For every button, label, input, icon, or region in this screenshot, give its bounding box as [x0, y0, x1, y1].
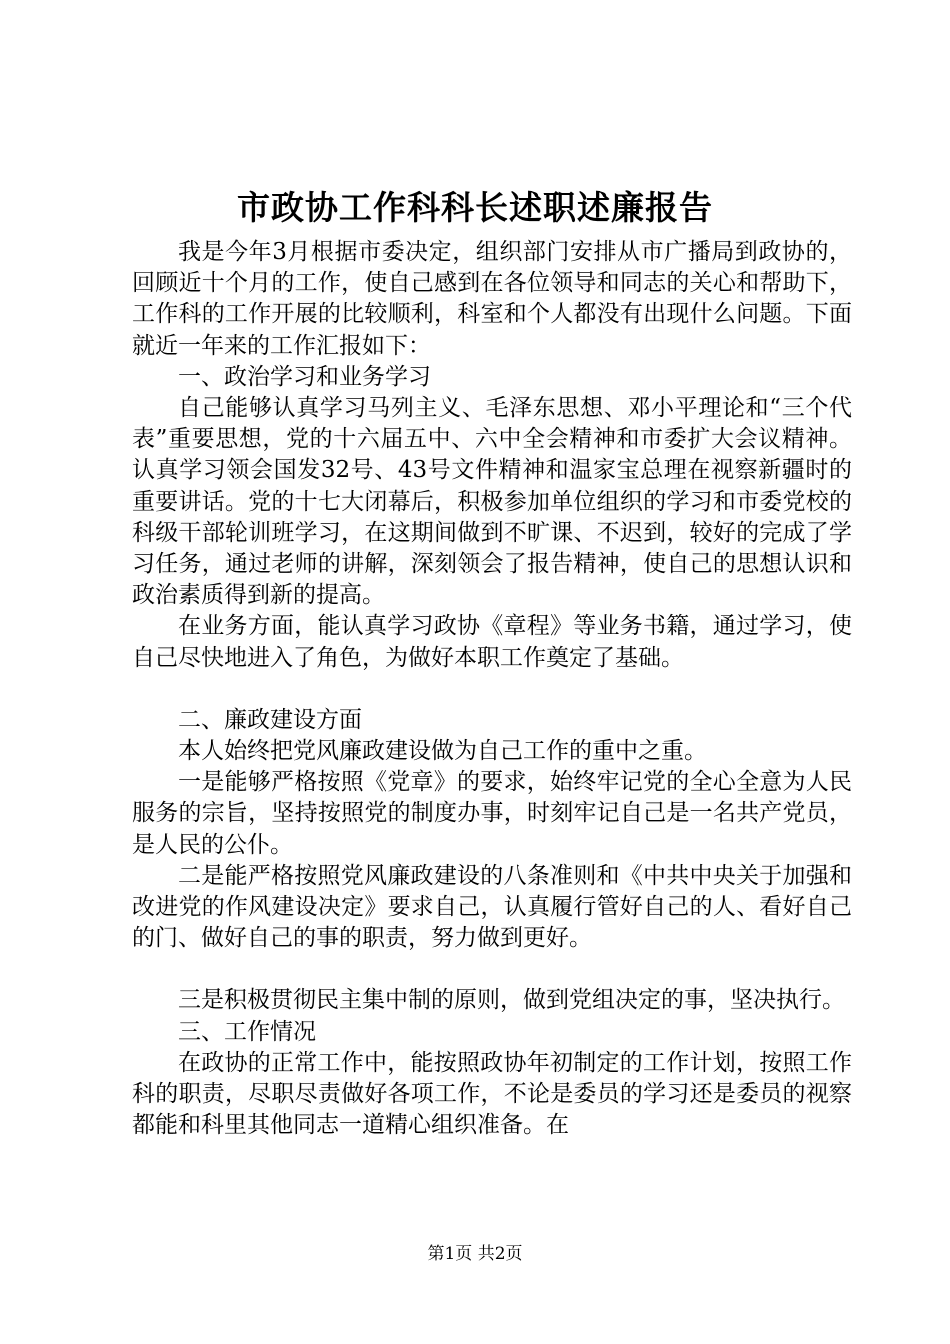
section-heading-1: 一、政治学习和业务学习 [178, 363, 431, 390]
body-paragraph: 一是能够严格按照《党章》的要求，始终牢记党的全心全意为人民服务的宗旨，坚持按照党的制度办事，时刻牢记自己是一名共产党员，是人民的公仆。 [132, 769, 852, 858]
body-paragraph: 二是能严格按照党风廉政建设的八条准则和《中共中央关于加强和改进党的作风建设决定》要求自己，认真履行管好自己的人、看好自己的门、做好自己的事的职责，努力做到更好。 [132, 862, 852, 952]
page-number-footer: 第1页 共2页 [427, 1244, 523, 1264]
document-title: 市政协工作科科长述职述廉报告 [237, 188, 713, 227]
body-paragraph: 三是积极贯彻民主集中制的原则，做到党组决定的事，坚决执行。 [178, 987, 845, 1014]
body-paragraph: 在政协的正常工作中，能按照政协年初制定的工作计划，按照工作科的职责，尽职尽责做好各项工作，不论是委员的学习还是委员的视察都能和科里其他同志一道精心组织准备。在 [132, 1049, 852, 1139]
body-paragraph: 本人始终把党风廉政建设做为自己工作的重中之重。 [178, 738, 707, 765]
section-heading-3: 三、工作情况 [178, 1018, 316, 1045]
document-body [132, 237, 852, 1141]
body-paragraph: 自己能够认真学习马列主义、毛泽东思想、邓小平理论和“三个代表”重要思想，党的十六届五中、六中全会精神和市委扩大会议精神。认真学习领会国发32号、43号文件精神和温家宝总理在视察新疆时的重要讲话。党的十七大闭幕后，积极参加单位组织的学习和市委党校的科级干部轮训班学习，在这期间做到不旷课、不迟到，较好的完成了学习任务，通过老师的讲解，深刻领会了报告精神，使自己的思想认识和政治素质得到新的提高。 [132, 395, 852, 609]
section-heading-2: 二、廉政建设方面 [178, 706, 362, 733]
intro-paragraph: 我是今年3月根据市委决定，组织部门安排从市广播局到政协的，回顾近十个月的工作，使自己感到在各位领导和同志的关心和帮助下，工作科的工作开展的比较顺利，科室和个人都没有出现什么问题。下面就近一年来的工作汇报如下： [132, 239, 852, 359]
body-paragraph: 在业务方面，能认真学习政协《章程》等业务书籍，通过学习，使自己尽快地进入了角色，为做好本职工作奠定了基础。 [132, 613, 852, 671]
